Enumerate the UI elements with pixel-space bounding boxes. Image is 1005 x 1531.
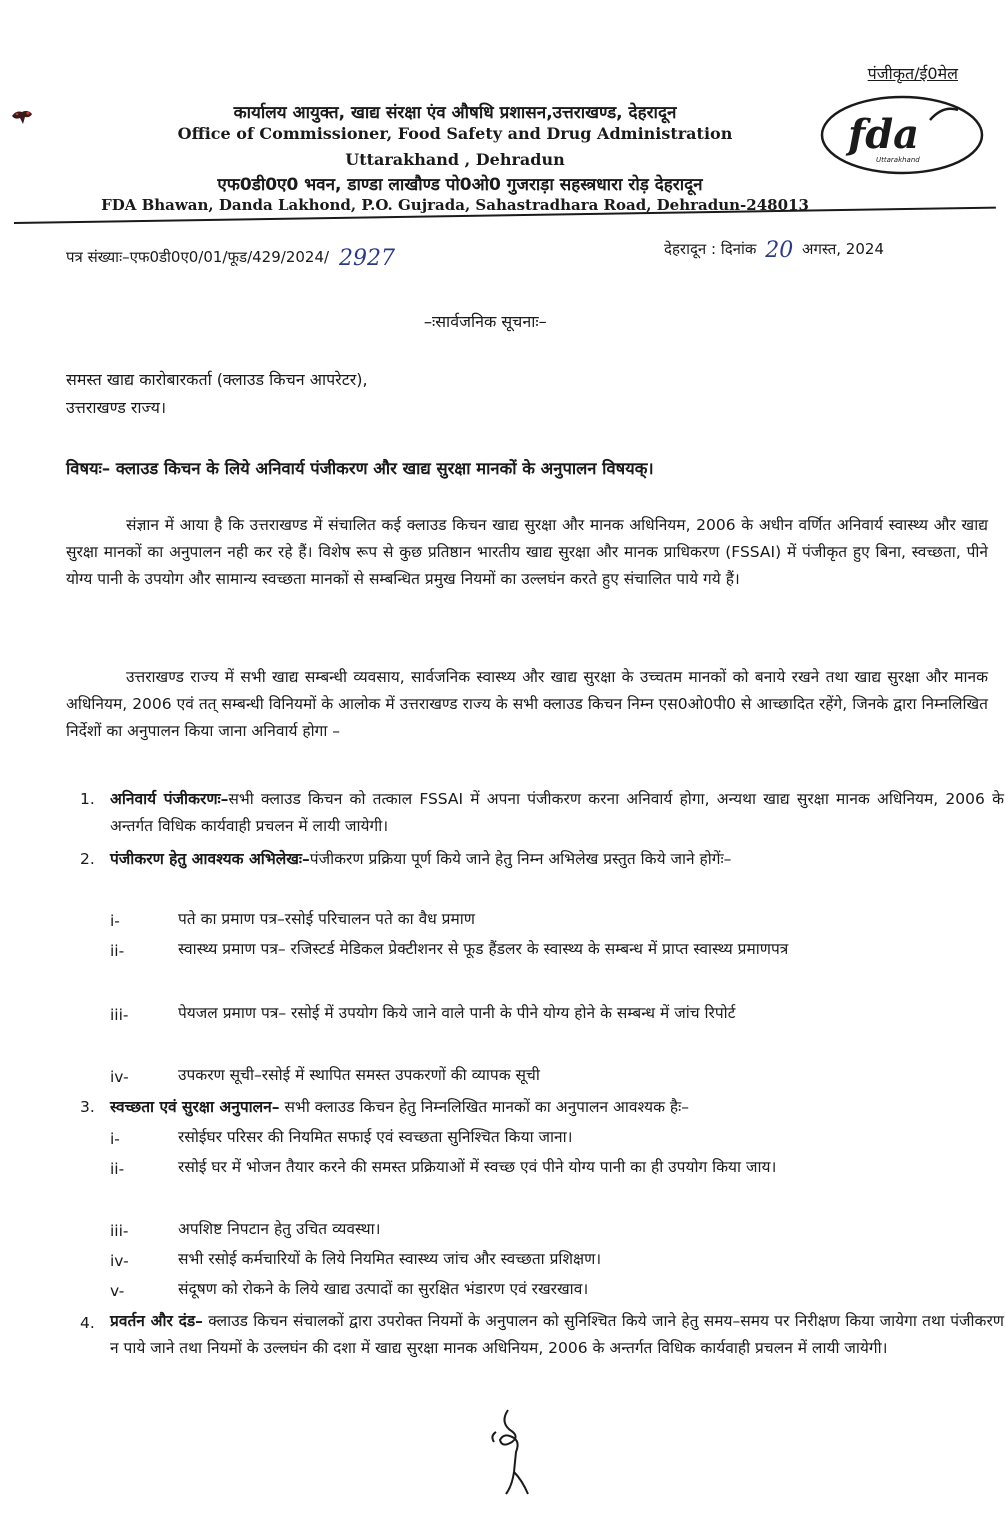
state-emblem-icon bbox=[8, 104, 38, 134]
office-location-english: Uttarakhand , Dehradun bbox=[345, 150, 565, 169]
item-number: 1. bbox=[80, 790, 95, 808]
sub-item-mark: ii- bbox=[110, 1160, 125, 1178]
sub-item-text: अपशिष्ट निपटान हेतु उचित व्यवस्था। bbox=[178, 1220, 381, 1238]
letter-number bbox=[66, 246, 395, 271]
subject-line: विषयः– क्लाउड किचन के लिये अनिवार्य पंजीकरण और खाद्य सुरक्षा मानकों के अनुपालन विषयक्। bbox=[66, 459, 654, 478]
item-3-text: सभी क्लाउड किचन हेतु निम्नलिखित मानकों का अनुपालन आवश्यक हैः– bbox=[279, 1098, 690, 1116]
letter-number-handwritten: 2927 bbox=[339, 246, 396, 271]
date-handwritten: 20 bbox=[765, 238, 794, 263]
sub-item-mark: v- bbox=[110, 1282, 125, 1300]
notice-title: –ःसार्वजनिक सूचनाः– bbox=[424, 312, 547, 331]
address-hindi: एफ0डी0ए0 भवन, डाण्डा लाखौण्ड पो0ओ0 गुजराड़ा सहस्त्रधारा रोड़ देहरादून bbox=[217, 175, 703, 195]
address-english: FDA Bhawan, Danda Lakhond, P.O. Gujrada, Sahastradhara Road, Dehradun-248013 bbox=[101, 196, 809, 214]
item-number: 3. bbox=[80, 1098, 95, 1116]
sub-item-text: संदूषण को रोकने के लिये खाद्य उत्पादों का सुरक्षित भंडारण एवं रखरखाव। bbox=[178, 1280, 589, 1298]
sub-item-text: रसोई घर में भोजन तैयार करने की समस्त प्रक्रियाओं में स्वच्छ एवं पीने योग्य पानी का ही उपयोग किया जाय। bbox=[178, 1158, 777, 1176]
item-2-body bbox=[110, 846, 1004, 873]
sub-item-mark: iv- bbox=[110, 1068, 129, 1086]
sub-item-text: स्वास्थ्य प्रमाण पत्र– रजिस्टर्ड मेडिकल प्रेक्टीशनर से फूड हैंडलर के स्वास्थ्य के सम्बन्ध में प्राप्त स्वास्थ्य प्रमाणपत्र bbox=[178, 940, 789, 958]
body-paragraph-2: उत्तराखण्ड राज्य में सभी खाद्य सम्बन्धी व्यवसाय, सार्वजनिक स्वास्थ्य और खाद्य सुरक्षा के उच्चतम मानकों को बनाये रखने तथा खाद्य सुरक्षा और मानक अधिनियम, 2006 एवं तत् सम्बन्धी विनियमों के आलोक में उत्तराखण्ड राज्य के सभी क्लाउड किचन निम्न एस0ओ0पी0 से आच्छादित रहेंगे, जिनके द्वारा निम्नलिखित निर्देशों का अनुपालन किया जाना अनिवार्य होगा – bbox=[66, 668, 988, 740]
addressee-line-1: समस्त खाद्य कारोबारकर्ता (क्लाउड किचन आपरेटर), bbox=[66, 370, 368, 389]
item-2-text: पंजीकरण प्रक्रिया पूर्ण किये जाने हेतु निम्न अभिलेख प्रस्तुत किये जाने होगेंः– bbox=[309, 850, 732, 868]
sub-item-mark: iii- bbox=[110, 1222, 129, 1240]
addressee-line-2: उत्तराखण्ड राज्य। bbox=[66, 398, 167, 417]
letter-number-prefix: पत्र संख्याः–एफ0डी0ए0/01/फूड/429/2024/ bbox=[66, 248, 330, 266]
svg-text:fda: fda bbox=[848, 111, 920, 158]
item-4-heading: प्रवर्तन और दंड– bbox=[110, 1312, 203, 1330]
sub-item-text: सभी रसोई कर्मचारियों के लिये नियमित स्वास्थ्य जांच और स्वच्छता प्रशिक्षण। bbox=[178, 1250, 602, 1268]
body-paragraph-1: संज्ञान में आया है कि उत्तराखण्ड में संचालित कई क्लाउड किचन खाद्य सुरक्षा और मानक अधिनियम, 2006 के अधीन वर्णित अनिवार्य स्वास्थ्य और खाद्य सुरक्षा मानकों का अनुपालन नही कर रहे हैं। विशेष रूप से कुछ प्रतिष्ठान भारतीय खाद्य सुरक्षा और मानक प्राधिकरण (FSSAI) में पंजीकृत हुए बिना, स्वच्छता, पीने योग्य पानी के उपयोग और सामान्य स्वच्छता मानकों से सम्बन्धित प्रमुख नियमों का उल्लघंन करते हुए संचालित पाये गये हैं। bbox=[66, 516, 988, 588]
item-4-body bbox=[110, 1308, 1004, 1362]
item-3-body bbox=[110, 1094, 1004, 1121]
signature bbox=[470, 1402, 550, 1502]
item-1-body bbox=[110, 786, 1004, 840]
sub-item-text: रसोईघर परिसर की नियमित सफाई एवं स्वच्छता सुनिश्चित किया जाना। bbox=[178, 1128, 573, 1146]
sub-item-mark: i- bbox=[110, 912, 120, 930]
office-title-english: Office of Commissioner, Food Safety and Drug Administration bbox=[177, 124, 733, 143]
svg-text:Uttarakhand: Uttarakhand bbox=[876, 156, 920, 164]
sub-item-mark: ii- bbox=[110, 942, 125, 960]
sub-item-text: उपकरण सूची–रसोई में स्थापित समस्त उपकरणों की व्यापक सूची bbox=[178, 1066, 540, 1084]
item-1-text: सभी क्लाउड किचन को तत्काल FSSAI में अपना पंजीकरण करना अनिवार्य होगा, अन्यथा खाद्य सुरक्षा मानक अधिनियम, 2006 के अन्तर्गत विधिक कार्यवाही प्रचलन में लायी जायेगी। bbox=[110, 790, 1004, 835]
date-suffix: अगस्त, 2024 bbox=[801, 240, 884, 258]
item-2-heading: पंजीकरण हेतु आवश्यक अभिलेखः– bbox=[110, 850, 310, 868]
date-prefix: देहरादून : दिनांक bbox=[664, 240, 757, 258]
item-4-text: क्लाउड किचन संचालकों द्वारा उपरोक्त नियमों के अनुपालन को सुनिश्चित किये जाने हेतु समय–समय पर निरीक्षण किया जायेगा तथा पंजीकरण न पाये जाने तथा नियमों के उल्लघंन की दशा में खाद्य सुरक्षा मानक अधिनियम, 2006 के अन्तर्गत विधिक कार्यवाही प्रचलन में लायी जायेगी। bbox=[110, 1312, 1004, 1357]
letter-date bbox=[664, 238, 884, 263]
item-number: 2. bbox=[80, 850, 95, 868]
item-1-heading: अनिवार्य पंजीकरणः– bbox=[110, 790, 229, 808]
sub-item-text: पेयजल प्रमाण पत्र– रसोई में उपयोग किये जाने वाले पानी के पीने योग्य होने के सम्बन्ध में जांच रिपोर्ट bbox=[178, 1004, 736, 1022]
sub-item-mark: iii- bbox=[110, 1006, 129, 1024]
registration-label: पंजीकृत/ई0मेल bbox=[867, 64, 958, 83]
office-title-hindi: कार्यालय आयुक्त, खाद्य संरक्षा एंव औषधि प्रशासन,उत्तराखण्ड, देहरादून bbox=[233, 103, 677, 123]
fda-logo bbox=[818, 90, 988, 176]
item-number: 4. bbox=[80, 1314, 95, 1332]
sub-item-text: पते का प्रमाण पत्र–रसोई परिचालन पते का वैध प्रमाण bbox=[178, 910, 475, 928]
item-3-heading: स्वच्छता एवं सुरक्षा अनुपालन– bbox=[110, 1098, 280, 1116]
sub-item-mark: iv- bbox=[110, 1252, 129, 1270]
sub-item-mark: i- bbox=[110, 1130, 120, 1148]
